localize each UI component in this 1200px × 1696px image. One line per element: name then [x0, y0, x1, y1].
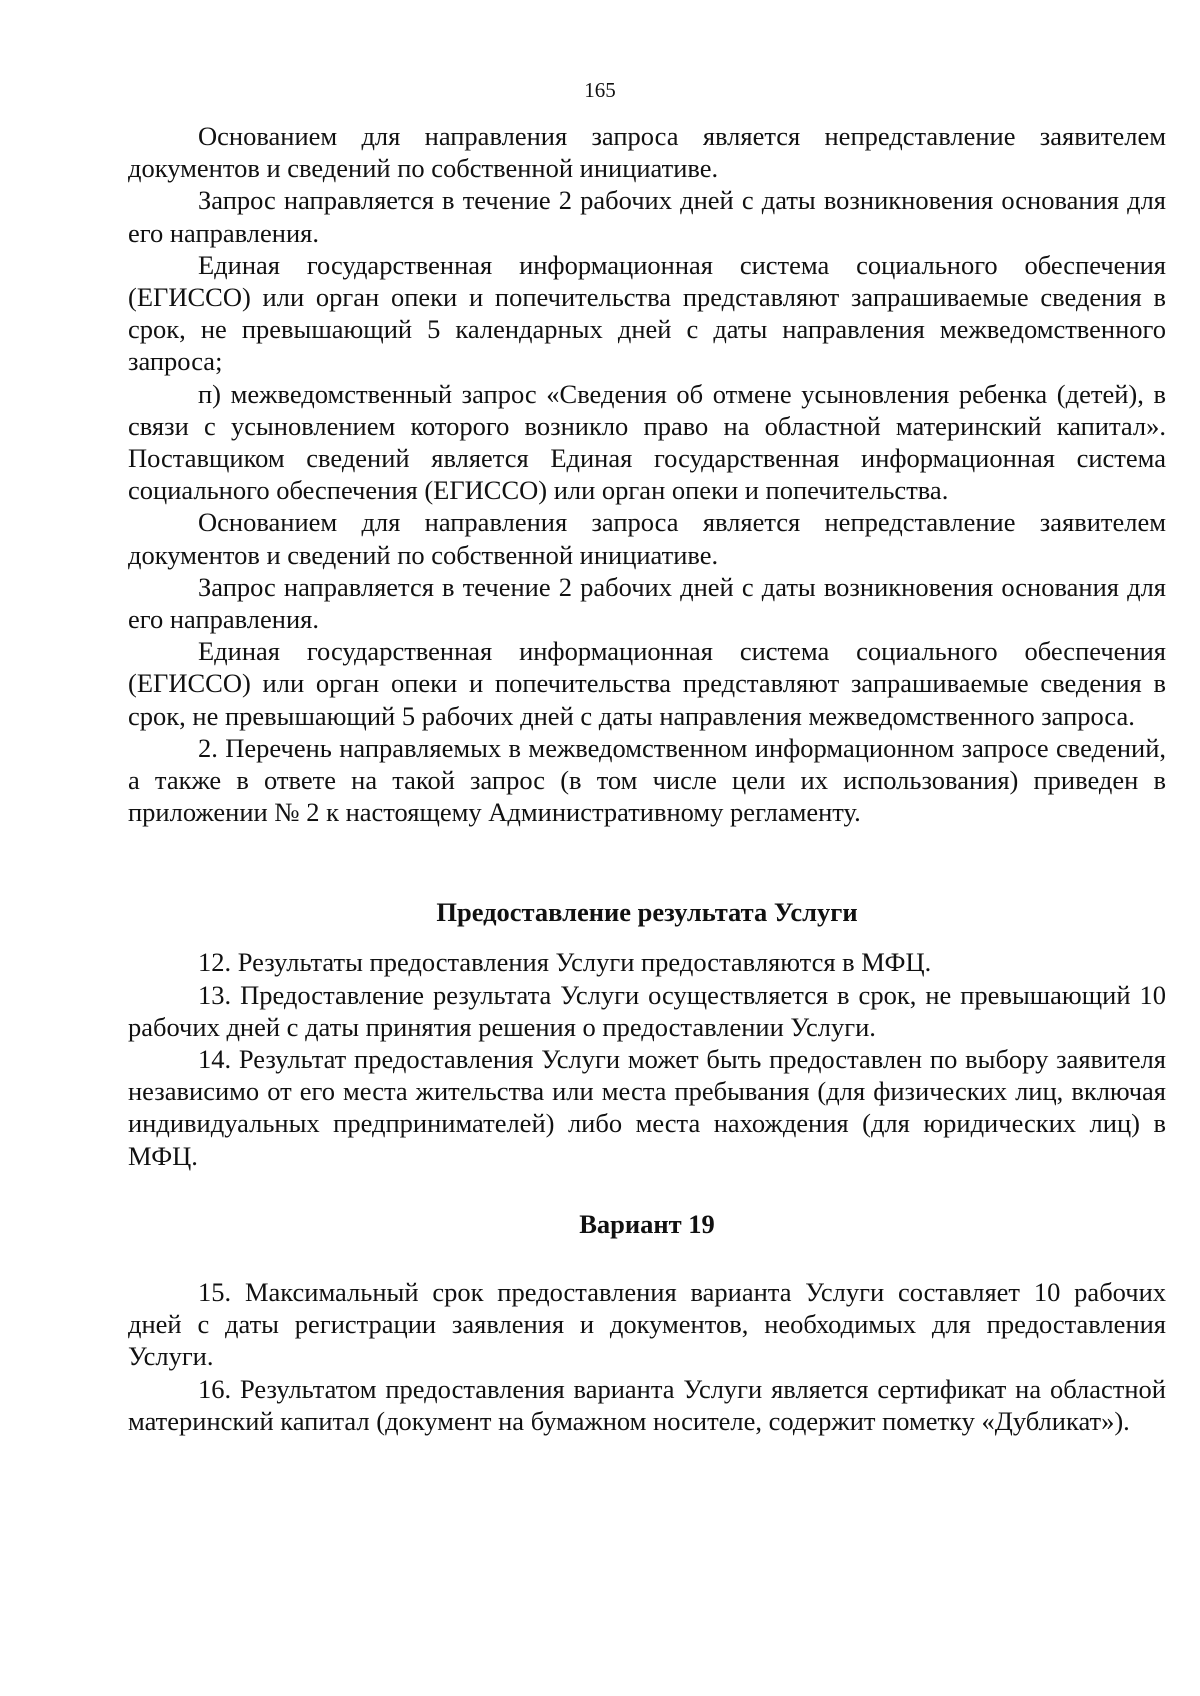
section-heading-result: Предоставление результата Услуги	[436, 897, 858, 928]
paragraph: Запрос направляется в течение 2 рабочих дней с даты возникновения основания для его направления.	[128, 571, 1166, 635]
paragraph: Единая государственная информационная система социального обеспечения (ЕГИССО) или орган опеки и попечительства представляют запрашиваемые сведения в срок, не превышающий 5 календарных дней с даты направления межведомственного запроса;	[128, 249, 1166, 377]
paragraph: Запрос направляется в течение 2 рабочих дней с даты возникновения основания для его направления.	[128, 185, 1166, 248]
paragraph: Основанием для направления запроса является непредставление заявителем документов и сведений по собственной инициативе.	[128, 121, 1166, 184]
paragraph: 15. Максимальный срок предоставления варианта Услуги составляет 10 рабочих дней с даты регистрации заявления и документов, необходимых для предоставления Услуги.	[128, 1276, 1166, 1372]
paragraph: Основанием для направления запроса является непредставление заявителем документов и сведений по собственной инициативе.	[128, 507, 1166, 570]
paragraph: 12. Результаты предоставления Услуги предоставляются в МФЦ.	[198, 947, 932, 978]
paragraph: п) межведомственный запрос «Сведения об отмене усыновления ребенка (детей), в связи с усыновлением которого возникло право на областной материнский капитал». Поставщиком сведений является Единая государственная информационная система социального обеспечения (ЕГИССО) или орган опеки и попечительства.	[128, 378, 1166, 506]
page-number: 165	[584, 78, 616, 102]
paragraph: 14. Результат предоставления Услуги может быть предоставлен по выбору заявителя независимо от его места жительства или места пребывания (для физических лиц, включая индивидуальных предпринимателей) либо места нахождения (для юридических лиц) в МФЦ.	[128, 1044, 1166, 1171]
paragraph: 2. Перечень направляемых в межведомственном информационном запросе сведений, а также в ответе на такой запрос (в том числе цели их использования) приведен в приложении № 2 к настоящему Административному регламенту.	[128, 732, 1166, 828]
paragraph: 16. Результатом предоставления варианта Услуги является сертификат на областной материнский капитал (документ на бумажном носителе, содержит пометку «Дубликат»).	[128, 1373, 1166, 1436]
document-body	[128, 120, 1166, 1437]
paragraph: 13. Предоставление результата Услуги осуществляется в срок, не превышающий 10 рабочих дней с даты принятия решения о предоставлении Услуги.	[128, 979, 1166, 1042]
paragraph: Единая государственная информационная система социального обеспечения (ЕГИССО) или орган опеки и попечительства представляют запрашиваемые сведения в срок, не превышающий 5 рабочих дней с даты направления межведомственного запроса.	[128, 636, 1166, 731]
section-heading-variant: Вариант 19	[579, 1208, 715, 1239]
